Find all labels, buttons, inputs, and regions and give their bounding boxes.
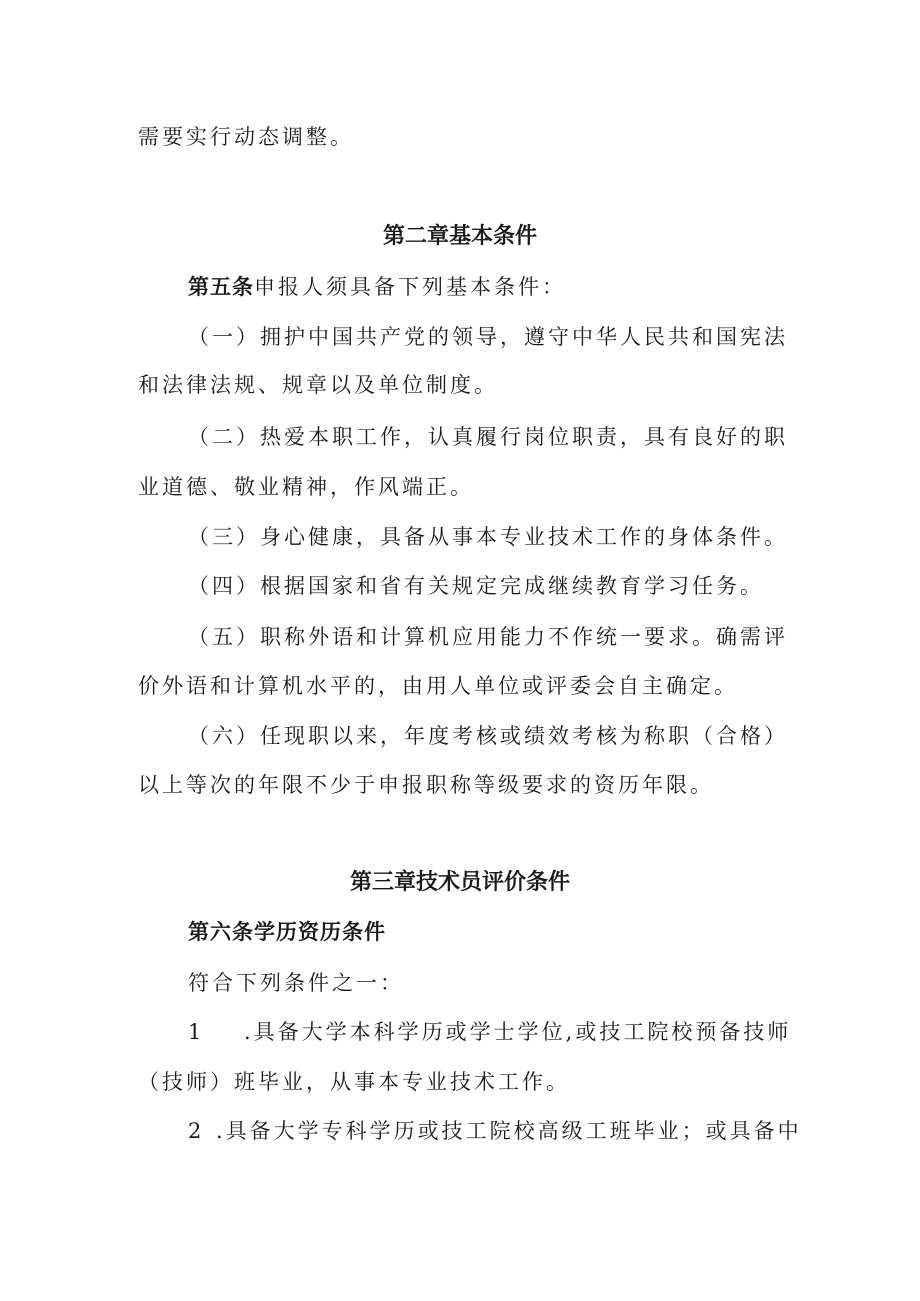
paragraph-line: 需要实行动态调整。 [138, 125, 354, 149]
condition-one-line-2: （技师）班毕业，从事本专业技术工作。 [138, 1070, 570, 1094]
item-six-line-1: （六）任现职以来，年度考核或绩效考核为称职（合格） [188, 724, 788, 748]
condition-one-number: 1 [188, 1020, 205, 1044]
item-one-line-1: （一）拥护中国共产党的领导，遵守中华人民共和国宪法 [188, 325, 788, 349]
condition-two-number: 2 [188, 1119, 205, 1143]
item-six-line-2: 以上等次的年限不少于申报职称等级要求的资历年限。 [138, 773, 714, 797]
article-six-heading: 第六条学历资历条件 [188, 920, 386, 944]
item-five-line-1: （五）职称外语和计算机应用能力不作统一要求。确需评 [188, 625, 788, 649]
article-five-label: 第五条 [188, 275, 254, 299]
article-five [188, 272, 566, 302]
article-six-intro: 符合下列条件之一： [188, 971, 404, 995]
article-five-text: 申报人须具备下列基本条件： [254, 275, 566, 299]
condition-one-line-1 [188, 1017, 791, 1047]
condition-two-line-1 [188, 1116, 802, 1146]
condition-one-text: .具备大学本科学历或学士学位,或技工院校预备技师 [244, 1020, 792, 1044]
item-four: （四）根据国家和省有关规定完成继续教育学习任务。 [188, 574, 764, 598]
item-five-line-2: 价外语和计算机水平的，由用人单位或评委会自主确定。 [138, 674, 738, 698]
chapter-two-heading: 第二章基本条件 [382, 224, 537, 249]
item-three: （三）身心健康，具备从事本专业技术工作的身体条件。 [188, 525, 788, 549]
condition-two-text: .具备大学专科学历或技工院校高级工班毕业；或具备中 [216, 1119, 802, 1143]
item-one-line-2: 和法律法规、规章以及单位制度。 [138, 373, 498, 397]
chapter-three-heading: 第三章技术员评价条件 [349, 870, 570, 895]
item-two-line-1: （二）热爱本职工作，认真履行岗位职责，具有良好的职 [188, 425, 788, 449]
item-two-line-2: 业道德、敬业精神，作风端正。 [138, 475, 474, 499]
